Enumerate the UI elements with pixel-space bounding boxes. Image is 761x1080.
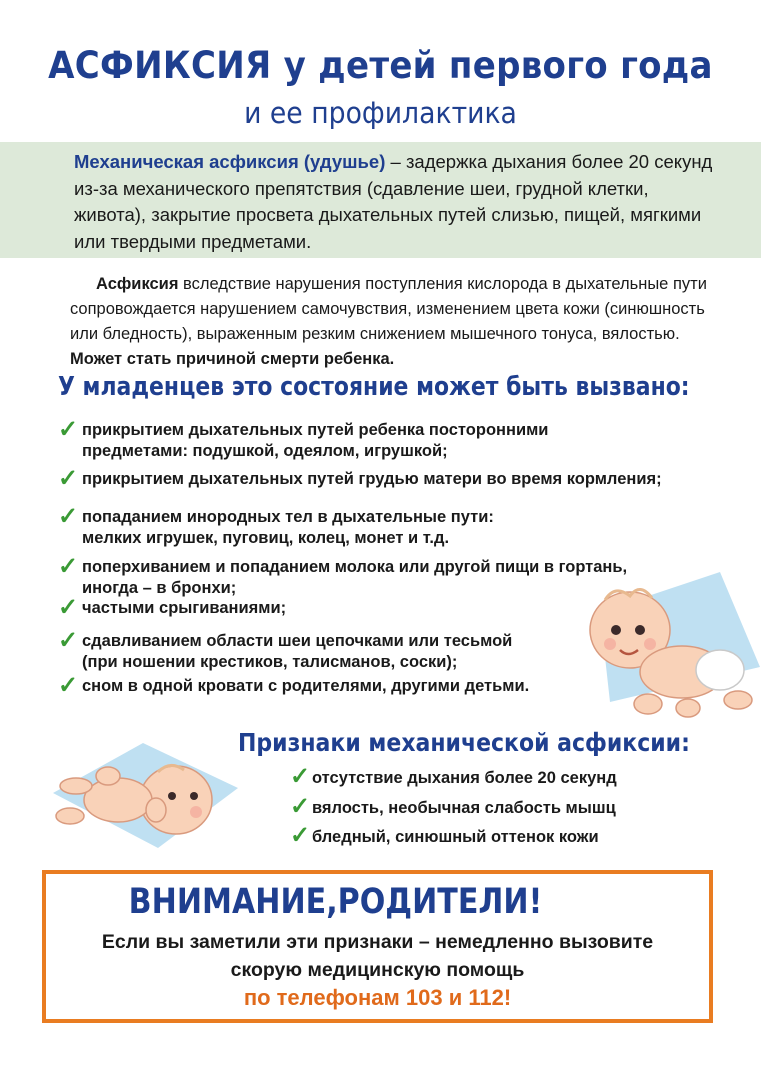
intro-paragraph: [70, 272, 710, 372]
alert-line: Если вы заметили эти признаки – немедленно вызовите: [101, 931, 654, 953]
list-item-line: прикрытием дыхательных путей грудью матери во время кормления;: [82, 470, 662, 488]
list-item: [290, 792, 617, 826]
list-item-line: предметами: подушкой, одеялом, игрушкой;: [82, 442, 448, 460]
baby-lying-illustration: [48, 738, 238, 850]
check-icon: ✓: [290, 822, 311, 849]
list-item-line: частыми срыгиваниями;: [82, 599, 287, 617]
causes-heading: У младенцев это состояние может быть вызвано:: [58, 372, 690, 402]
list-item-line: иногда – в бронхи;: [82, 579, 237, 597]
check-icon: ✓: [58, 672, 79, 699]
check-icon: ✓: [58, 627, 79, 654]
check-icon: ✓: [290, 763, 311, 790]
definition-text: [74, 149, 714, 255]
list-item-line: сдавливанием области шеи цепочками или тесьмой: [82, 632, 513, 650]
alert-title: ВНИМАНИЕ,РОДИТЕЛИ!: [128, 882, 543, 922]
list-item: [58, 416, 738, 469]
baby-crawling-illustration: [570, 572, 760, 732]
check-icon: ✓: [290, 792, 311, 820]
list-item-line: (при ношении крестиков, талисманов, соски);: [82, 653, 458, 671]
list-item: [58, 503, 738, 557]
list-item-text: отсутствие дыхания более 20 секунд: [312, 769, 617, 787]
check-icon: ✓: [58, 553, 79, 580]
list-item-line: попаданием инородных тел в дыхательные пути:: [82, 508, 494, 526]
definition-body: – задержка дыхания более 20 секунд из-за механического препятствия (сдавление шеи, грудной клетки, живота), закрытие просвета дыхательных путей слизью, пищей, мягкими или твердыми предметами.: [74, 151, 713, 252]
definition-term: Механическая асфиксия (удушье): [74, 151, 386, 172]
check-icon: ✓: [58, 503, 79, 530]
check-icon: ✓: [58, 416, 79, 443]
alert-line: скорую медицинскую помощь: [230, 959, 525, 981]
page-title: АСФИКСИЯ у детей первого года: [48, 44, 713, 87]
list-item: [290, 822, 617, 855]
paragraph-lead: Асфиксия: [96, 275, 179, 293]
list-item: [290, 763, 617, 796]
page-subtitle: и ее профилактика: [244, 96, 517, 130]
paragraph-emphasis: Может стать причиной смерти ребенка.: [70, 350, 395, 368]
list-item-text: вялость, необычная слабость мышц: [312, 798, 616, 817]
list-item-line: сном в одной кровати с родителями, другими детьми.: [82, 677, 530, 695]
list-item-line: поперхиванием и попаданием молока или другой пищи в гортань,: [82, 558, 628, 576]
alert-text: [42, 928, 713, 984]
paragraph-body: вследствие нарушения поступления кислорода в дыхательные пути сопровождается нарушением самочувствия, изменением цвета кожи (синюшность или бледность), выраженным резким снижением мышечного тонуса, вялостью.: [70, 275, 707, 343]
list-item-line: прикрытием дыхательных путей ребенка посторонними: [82, 421, 549, 439]
check-icon: ✓: [58, 594, 79, 621]
signs-list: [290, 763, 617, 855]
alert-phone: по телефонам 103 и 112!: [243, 985, 512, 1010]
list-item: [58, 465, 738, 507]
check-icon: ✓: [58, 465, 79, 492]
signs-heading: Признаки механической асфиксии:: [238, 728, 690, 757]
list-item-text: бледный, синюшный оттенок кожи: [312, 828, 599, 846]
list-item-line: мелких игрушек, пуговиц, колец, монет и т.д.: [82, 529, 450, 547]
